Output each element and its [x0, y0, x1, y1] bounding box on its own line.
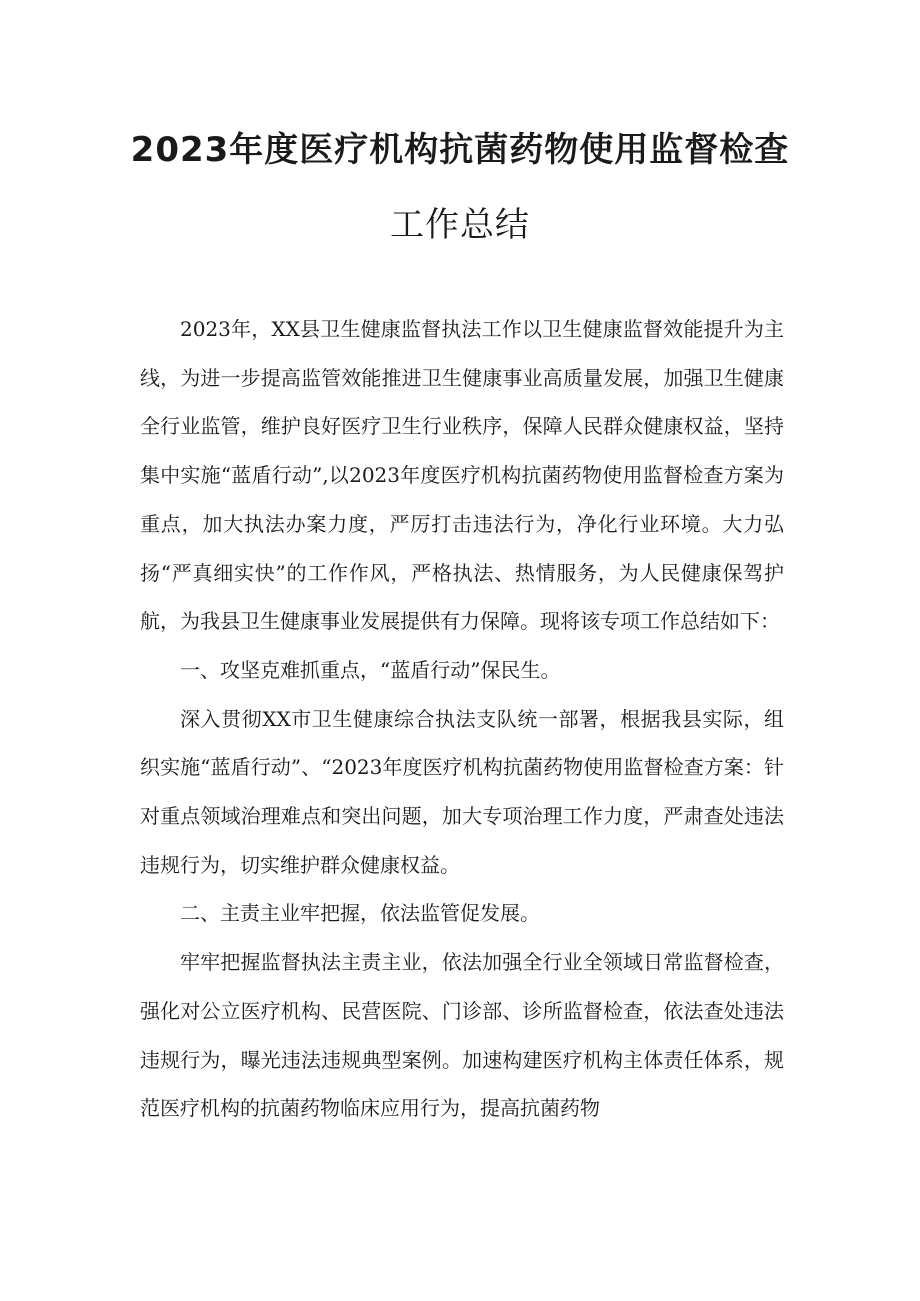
paragraph-intro: 2023年，XX县卫生健康监督执法工作以卫生健康监督效能提升为主线，为进一步提高监管效能推进卫生健康事业高质量发展，加强卫生健康全行业监管，维护良好医疗卫生行业秩序，保障人民群众健康权益，坚持集中实施“蓝盾行动”,以2023年度医疗机构抗菌药物使用监督检查方案为重点，加大执法办案力度，严厉打击违法行为，净化行业环境。大力弘扬“严真细实快”的工作作风，严格执法、热情服务，为人民健康保驾护航，为我县卫生健康事业发展提供有力保障。现将该专项工作总结如下：: [140, 317, 784, 634]
section-heading-1: 一、攻坚克难抓重点，“蓝盾行动”保民生。: [180, 657, 561, 682]
document-body: [140, 305, 784, 1133]
paragraph-section-2: 牢牢把握监督执法主责主业，依法加强全行业全领域日常监督检查，强化对公立医疗机构、民营医院、门诊部、诊所监督检查，依法查处违法违规行为，曝光违法违规典型案例。加速构建医疗机构主体责任体系，规范医疗机构的抗菌药物临床应用行为，提高抗菌药物: [140, 950, 784, 1121]
paragraph-section-1: 深入贯彻XX市卫生健康综合执法支队统一部署，根据我县实际，组织实施“蓝盾行动”、“2023年度医疗机构抗菌药物使用监督检查方案：针对重点领域治理难点和突出问题，加大专项治理工作力度，严肃查处违法违规行为，切实维护群众健康权益。: [140, 706, 784, 877]
document-title-line-1: 2023年度医疗机构抗菌药物使用监督检查: [130, 130, 790, 170]
section-heading-2: 二、主责主业牢把握，依法监管促发展。: [180, 901, 540, 926]
document-title-line-2: 工作总结: [390, 205, 530, 245]
